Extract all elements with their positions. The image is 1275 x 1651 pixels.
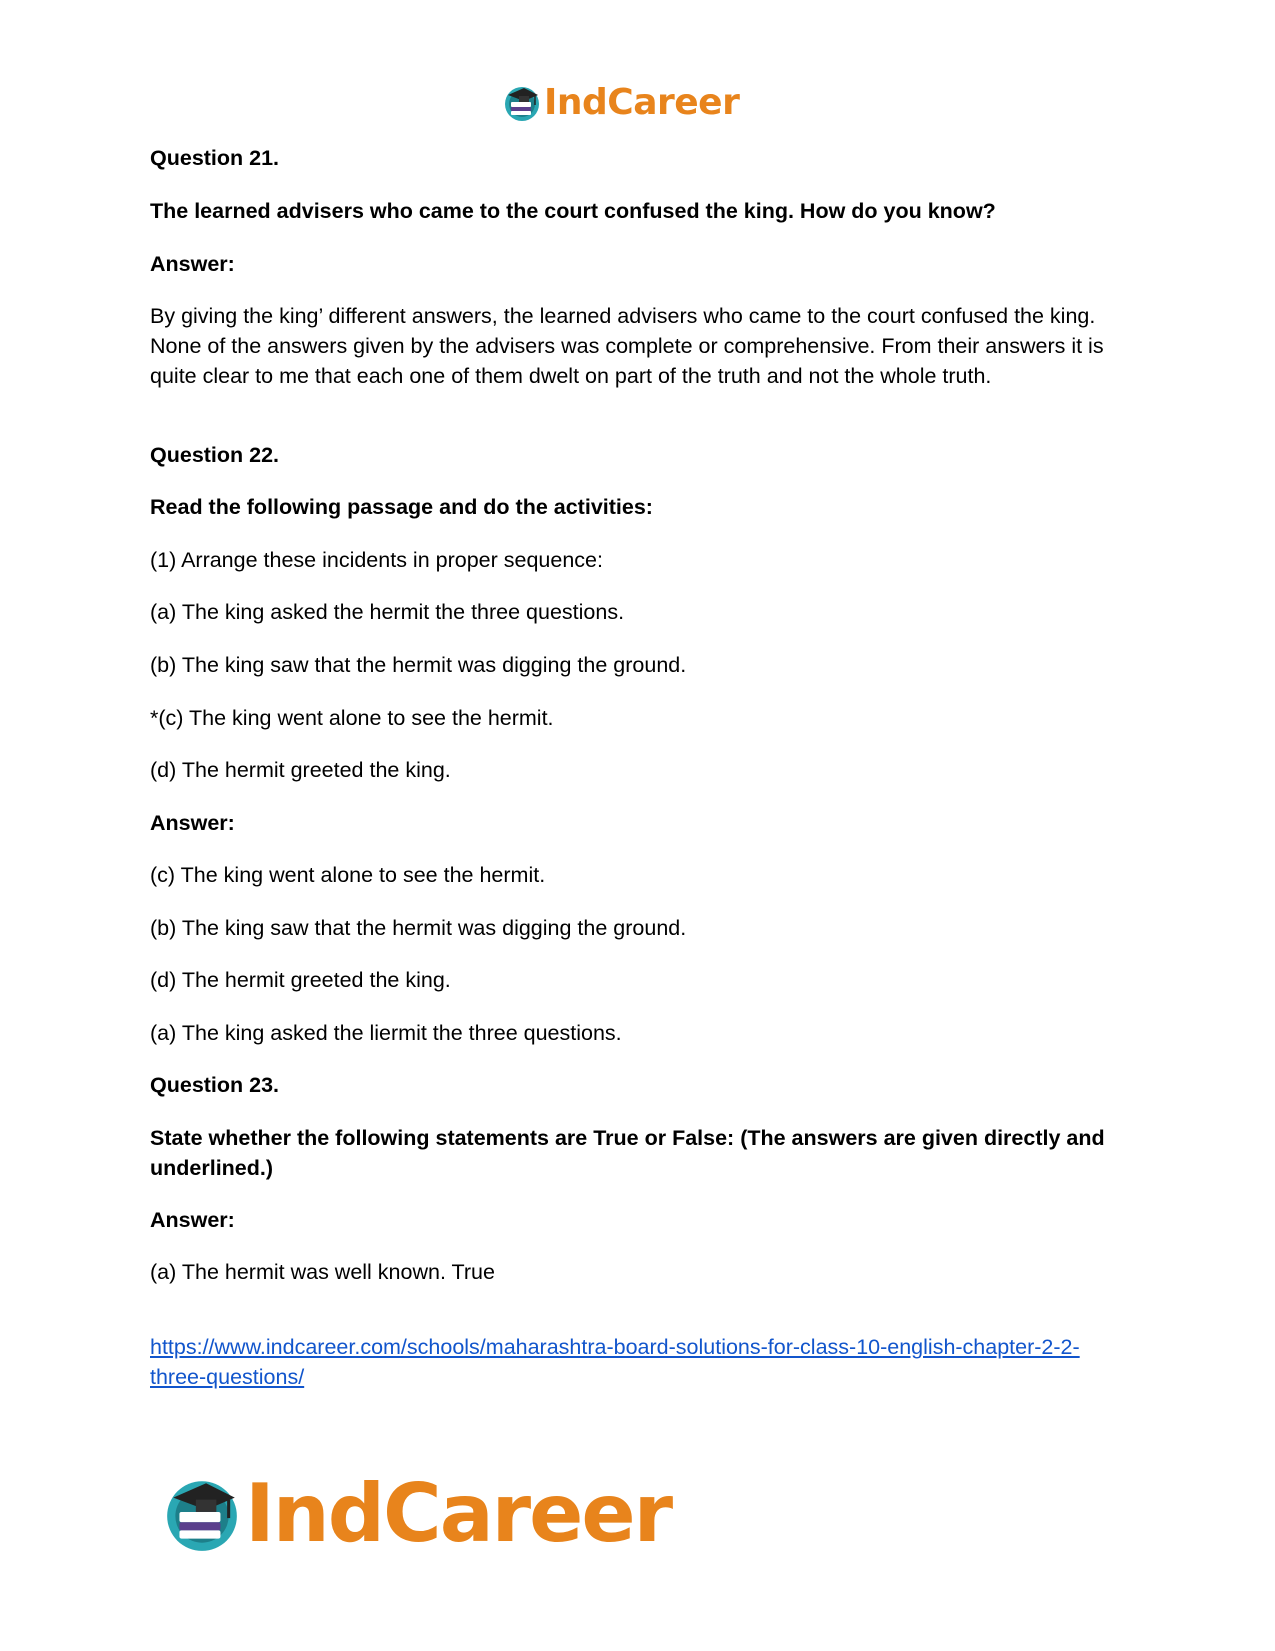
- list-item: *(c) The king went alone to see the hermit.: [150, 706, 554, 730]
- question-21-answer-label: Answer:: [150, 252, 235, 276]
- answer-item: (c) The king went alone to see the hermit.: [150, 863, 546, 887]
- question-21-answer-text: By giving the king’ different answers, the learned advisers who came to the court confused the king. None of the answers given by the advisers was complete or comprehensive. From their answers it is quite clear to me that each one of them dwelt on part of the truth and not the whole truth.: [150, 304, 1104, 388]
- question-23-label: Question 23.: [150, 1073, 280, 1097]
- answer-item: (d) The hermit greeted the king.: [150, 968, 451, 992]
- answer-item: (a) The king asked the liermit the three questions.: [150, 1021, 622, 1045]
- list-item: (b) The king saw that the hermit was digging the ground.: [150, 653, 687, 677]
- question-22-label: Question 22.: [150, 443, 280, 467]
- question-22-task: (1) Arrange these incidents in proper sequence:: [150, 548, 603, 572]
- graduation-cap-book-icon: [502, 83, 542, 123]
- footer-logo: [161, 1467, 672, 1560]
- answer-item: (a) The hermit was well known. True: [150, 1260, 495, 1284]
- question-21-label: Question 21.: [150, 146, 280, 170]
- question-23-answer-label: Answer:: [150, 1208, 235, 1232]
- footer-link-container: [150, 1332, 1125, 1392]
- answer-item: (b) The king saw that the hermit was digging the ground.: [150, 916, 687, 940]
- question-21-text: The learned advisers who came to the court confused the king. How do you know?: [150, 199, 996, 223]
- question-23-text: State whether the following statements are True or False: (The answers are given directly and underlined.): [150, 1126, 1105, 1180]
- list-item: (d) The hermit greeted the king.: [150, 758, 451, 782]
- header-logo: [502, 80, 739, 126]
- question-22-text: Read the following passage and do the activities:: [150, 495, 653, 519]
- source-url-link[interactable]: https://www.indcareer.com/schools/maharashtra-board-solutions-for-class-10-english-chapter-2-2-three-questions/: [150, 1335, 1080, 1389]
- brand-name: IndCareer: [245, 1467, 672, 1560]
- question-22-answer-label: Answer:: [150, 811, 235, 835]
- brand-name: IndCareer: [544, 82, 740, 123]
- graduation-cap-book-icon: [161, 1473, 243, 1555]
- list-item: (a) The king asked the hermit the three questions.: [150, 600, 625, 624]
